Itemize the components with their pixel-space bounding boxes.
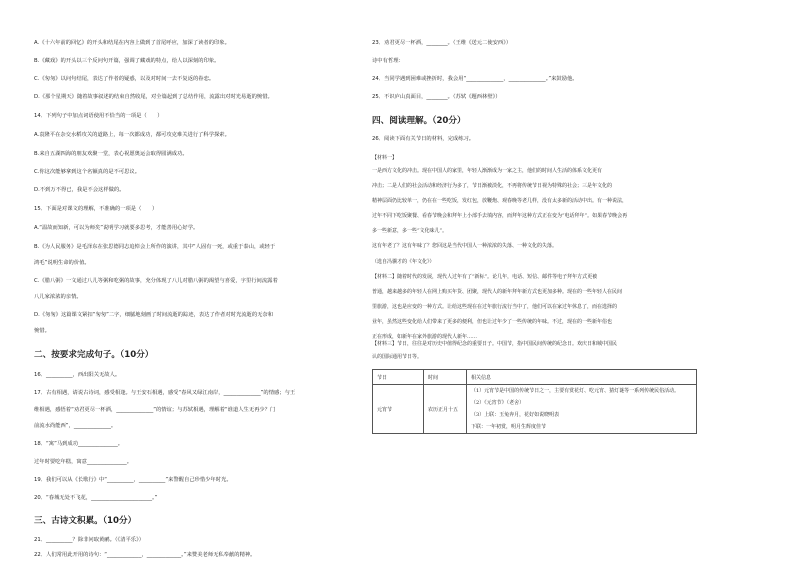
question-line: 八儿家浓浓的亲情。 [34, 294, 82, 300]
time-cell: 农历正月十五 [424, 385, 467, 434]
question-line: D.《匆匆》这篇课文紧扣“匆匆”二字，细腻地刻画了时间流逝的踪迹，表达了作者对时光流逝的无奈和 [34, 312, 274, 318]
question-line: 惋惜。 [34, 328, 50, 334]
passage-line: 业年，虽然这些变化给人们带来了更多的便利，但也让过年少了一些传统的年味。不过，现在的一些新年俗也 [372, 319, 613, 325]
question-line: C.《匆匆》以问句结尾，表达了作者的疑惑，以及对时间一去不复返的眷恋。 [34, 76, 215, 82]
question-line: A.“温故而知新，可以为师矣”说明学习就要多思考，才能善用心好学。 [34, 225, 199, 231]
question-line: 23．劝君更尽一杯酒，________。（王维《送元二使安西》） [372, 40, 512, 46]
question-line: 过年时要吃年糕，寓意_______________。 [34, 459, 132, 465]
passage-line: 多一些新意，多一些“文化味儿”。 [372, 228, 448, 234]
question-line: B.来自五湖四海的朋友欢聚一堂，表心祝愿奥运会取得圆满成功。 [34, 151, 188, 157]
question-line: 14．下列句子中加点词语使用不恰当的一项是（ ） [34, 113, 163, 119]
section-heading: 三、古诗文积累。（10分） [34, 516, 137, 526]
passage-line: 冲击；二是人们的社会活动和经济行为多了，节日渐被淡化，不再将传统节日视为特殊的社会；三是年文化的 [372, 183, 613, 189]
reading-intro: 26．阅读下面有关节日的材料，完成练习。 [372, 136, 475, 142]
question-line: 前流水尚能西”，______________。 [34, 423, 117, 429]
section-heading: 四、阅读理解。（20分） [372, 116, 466, 126]
info-line: （1）元宵节是中国的传统节日之一，主要有赏花灯、吃元宵、猜灯谜等一系列传统民俗活动。 [471, 388, 680, 394]
question-line: 鸿毛”说明生命的价值。 [34, 260, 90, 266]
passage-line: 认的国际通用节日等。 [372, 354, 423, 360]
material-title: 【材料一】 [372, 155, 398, 161]
material-source: （选自冯骥才的《年文化》） [372, 259, 435, 265]
table-header-cell: 相关信息 [467, 370, 697, 385]
passage-line: 一是西方文化的冲击。现在中国人的家里，年轻人渐渐成为一家之主，他们的时间人生活的体系文化更有 [372, 168, 603, 174]
question-line: D.不到万不得已，我是不会这样做的。 [34, 187, 125, 193]
question-line: 21．__________？除非问取黄鹂。（《清平乐》） [34, 537, 145, 543]
info-line: 下联：一年初赏，明月生辉度佳节 [471, 424, 547, 430]
question-line: B.《为人民服务》是毛泽东在张思德同志追悼会上所作的演讲，其中“人固有一死，或重于泰山，或轻于 [34, 244, 276, 250]
section-heading: 二、按要求完成句子。（10分） [34, 350, 154, 360]
question-line: 22．人们常用此开用的诗句：“_____________，_____________。”来赞美老师无私奉献的精神。 [34, 552, 256, 558]
passage-line: 里旅游，这也是应变的一种方式。让给这些现在在过年旅行流行当中了，他们可以在家过年休息了，而在选择的 [372, 304, 618, 310]
question-line: D.《那个星期天》随着故事叙述的结束自然收尾，对全篇起到了总结作用，流露出对时光易逝的惋惜。 [34, 94, 273, 100]
passage-line: 精神层面仍比较单一，仍在在一些吃饭，发红包，放鞭炮、观春晚等老几样，没有太多新的活动中出。有一种说法， [372, 198, 628, 204]
table-header-cell: 时间 [424, 370, 467, 385]
festival-table [372, 369, 697, 434]
question-line: B.《藏戏》的开头以三个反问句开篇，强调了藏戏的特点，给人以深刻的印象。 [34, 58, 220, 64]
question-line: 15．下面是对课文的理解，不准确的一项是（ ） [34, 206, 158, 212]
question-line: 19．我们可以从《长歌行》中“__________，__________”来警醒自己珍惜少年时光。 [34, 477, 232, 483]
question-line: C.《腊八粥》一文通过八儿等粥和吃粥的故事，充分体现了八儿对腊八粥的渴望与喜爱，字里行间流露着 [34, 278, 278, 284]
question-line: 24．当同学遇到困难或挫折时，我会用“______________，______________。”来鼓励他。 [372, 76, 578, 82]
table-header-row [373, 370, 697, 385]
info-line: （2）《元宵节》（老舍） [471, 400, 525, 406]
table-row [373, 385, 697, 434]
passage-line: 正在形成，如新年在家外旅游的现代人新年…… [372, 334, 478, 340]
question-line: 17．古有相遇，请说古诗词，感受相逢。与王安石相遇，感受“春风又绿江南岸，______________”的情感；与王 [34, 390, 296, 396]
question-line: 25．不识庐山真面目，________。（苏轼《题西林壁》） [372, 94, 501, 100]
question-line: C.你这次能够拿到这个名额真的是不可思议。 [34, 169, 141, 175]
info-line: （3）上联：玉兔奔月，花好如说晓明表 [471, 412, 560, 418]
passage-line: 【材料三】节日，往往是对历史中值得纪念的重要日子。中国节，指中国民间传统的纪念日。欢庆日和城中国民 [372, 341, 618, 347]
festival-cell: 元宵节 [373, 385, 424, 434]
question-line: 20．“春城无处不飞花，_______________________。” [34, 495, 158, 501]
info-cell [467, 385, 697, 434]
question-line: A.《十六年前的回忆》的开头和结尾在内容上做到了首尾呼应，加深了读者的印象。 [34, 40, 230, 46]
question-line: A.袁隆平在杂交水稻攻关的道路上，每一次都成功，都可攻克难关进行了科学探索。 [34, 132, 230, 138]
passage-line: 【材料二】随着时代的发展，现代人过年有了“新标”。论几年，电话、短信、邮件等电子拜年方式更被 [372, 274, 598, 280]
passage-line: 普通，越来越多的年轻人在网上购买年货、团聚，现代人的新年拜年新方式也更加多种。现在的一些年轻人在民间 [372, 289, 623, 295]
question-line: 18．“寓”马到成功_______________。 [34, 441, 124, 447]
table-header-cell: 节日 [373, 370, 424, 385]
passage-line: 过年不同下吃饭聚餐、看春节晚会和拜年上小部手去填内容，而拜年这种方式正在变为“电话拜年”。如果春节晚会再 [372, 213, 628, 219]
passage-line: 这有年老了？这有年味了？您回这是当代中国人一种浓浓的失落、一种文化的失落。 [372, 243, 558, 249]
question-line: 16．__________，西出阳关无故人。 [34, 372, 121, 378]
question-line: 维相遇，感悟着“劝君更尽一杯酒，______________”的情谊；与苏轼相遇，理解着“谁道人生无再少？门 [34, 407, 276, 413]
question-line: 诗中有哲理： [372, 58, 404, 64]
